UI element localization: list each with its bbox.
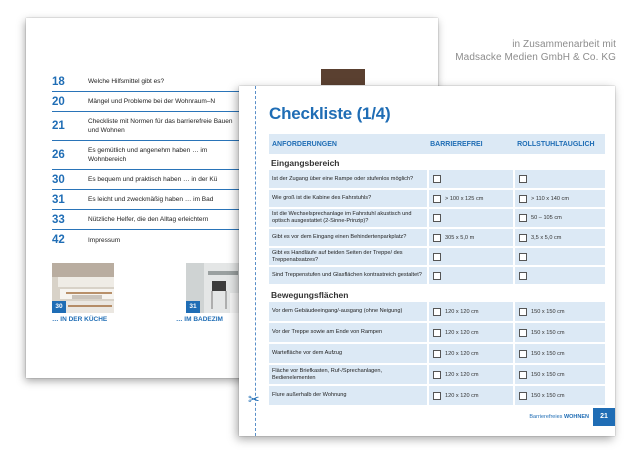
toc-item-number: 33 [52, 213, 65, 226]
toc-item-text: Es leicht und zweckmäßig haben … im Bad [88, 196, 214, 203]
checkbox[interactable] [433, 329, 441, 337]
credit-line-2: Madsacke Medien GmbH & Co. KG [455, 52, 616, 63]
table-row [269, 248, 605, 265]
cut-line [255, 86, 256, 436]
cell-value: 305 x 5,0 m [445, 234, 475, 241]
checkbox[interactable] [433, 350, 441, 358]
toc-item-text: Welche Hilfsmittel gibt es? [88, 78, 165, 85]
requirement-cell: Flure außerhalb der Wohnung [269, 386, 427, 405]
thumbnail-page-number: 30 [52, 301, 66, 313]
toc-item-number: 42 [52, 234, 65, 246]
checkbox[interactable] [433, 371, 441, 379]
table-row [269, 209, 605, 227]
checkbox[interactable] [433, 175, 441, 183]
footer-label-bold: WOHNEN [563, 414, 589, 420]
table-row [269, 267, 605, 284]
cell-value: 120 x 120 cm [445, 371, 479, 378]
rollstuhl-cell [515, 344, 605, 363]
toc-item-text: Es gemütlich und angenehm haben … im Wohnbereich [88, 147, 208, 163]
table-row [269, 190, 605, 207]
barrierefrei-cell [429, 209, 513, 227]
rollstuhl-cell [515, 267, 605, 284]
requirement-cell: Gibt es vor dem Eingang einen Behindertenparkplatz? [269, 229, 427, 246]
toc-item-text: Checkliste mit Normen für das barrierefreie Bauen und Wohnen [88, 118, 233, 134]
page-title: Checkliste (1/4) [269, 104, 391, 123]
barrierefrei-cell [429, 267, 513, 284]
table-row [269, 365, 605, 384]
table-row [269, 344, 605, 363]
barrierefrei-cell [429, 248, 513, 265]
thumbnail-caption: … IM BADEZIM [176, 316, 223, 323]
cell-value: 120 x 120 cm [445, 329, 479, 336]
section-title: Bewegungsflächen [271, 290, 349, 300]
barrierefrei-cell [429, 229, 513, 246]
cell-value: 150 x 150 cm [531, 392, 565, 399]
thumbnail-page-number: 31 [186, 301, 200, 313]
checkbox[interactable] [519, 214, 527, 222]
cell-value: 120 x 120 cm [445, 350, 479, 357]
requirement-cell: Ist der Zugang über eine Rampe oder stufenlos möglich? [269, 170, 427, 188]
rollstuhl-cell [515, 386, 605, 405]
checkbox[interactable] [433, 392, 441, 400]
requirement-cell: Vor dem Gebäudeeingang/-ausgang (ohne Neigung) [269, 302, 427, 321]
toc-item-text: Nützliche Helfer, die den Alltag erleichtern [88, 216, 209, 223]
checkbox[interactable] [433, 214, 441, 222]
cell-value: > 110 x 140 cm [531, 195, 569, 202]
checkbox[interactable] [519, 371, 527, 379]
barrierefrei-cell [429, 386, 513, 405]
rollstuhl-cell [515, 229, 605, 246]
page-footer [529, 408, 615, 426]
page-number: 21 [593, 408, 615, 426]
table-row [269, 323, 605, 342]
table-row [269, 229, 605, 246]
checkbox[interactable] [519, 253, 527, 261]
cell-value: 120 x 120 cm [445, 308, 479, 315]
checkbox[interactable] [519, 272, 527, 280]
cell-value: 150 x 150 cm [531, 308, 565, 315]
table-row [269, 386, 605, 405]
section-title: Eingangsbereich [271, 158, 340, 168]
front-page-checklist [239, 86, 615, 436]
cell-value: 50 – 105 cm [531, 215, 562, 221]
thumbnail-caption: … IN DER KÜCHE [52, 316, 108, 323]
toc-item-text: Mängel und Probleme bei der Wohnraum–N [88, 98, 216, 105]
table-row [269, 170, 605, 188]
checkbox[interactable] [519, 308, 527, 316]
rollstuhl-cell [515, 302, 605, 321]
rollstuhl-cell [515, 248, 605, 265]
scissors-icon: ✂ [248, 391, 260, 407]
checkbox[interactable] [433, 272, 441, 280]
checkbox[interactable] [433, 253, 441, 261]
cell-value: 120 x 120 cm [445, 392, 479, 399]
checkbox[interactable] [519, 392, 527, 400]
barrierefrei-cell [429, 344, 513, 363]
kitchen-thumbnail [52, 263, 114, 313]
rollstuhl-cell [515, 190, 605, 207]
cell-value: 150 x 150 cm [531, 329, 565, 336]
requirement-cell: Ist die Wechselsprechanlage im Fahrstuhl akustisch und optisch ausgestattet (2-Sinne-Prinzip)? [269, 209, 427, 227]
cell-value: 150 x 150 cm [531, 371, 565, 378]
rollstuhl-cell [515, 323, 605, 342]
rollstuhl-cell [515, 209, 605, 227]
publisher-credit [455, 38, 616, 64]
requirement-cell: Sind Treppenstufen und Glasflächen kontrastreich gestaltet? [269, 267, 427, 284]
barrierefrei-cell [429, 302, 513, 321]
table-header [269, 134, 605, 154]
checkbox[interactable] [433, 234, 441, 242]
requirement-cell: Wie groß ist die Kabine des Fahrstuhls? [269, 190, 427, 207]
toc-item-number: 18 [52, 75, 65, 88]
table-row [269, 302, 605, 321]
barrierefrei-cell [429, 323, 513, 342]
barrierefrei-cell [429, 365, 513, 384]
cell-value: 150 x 150 cm [531, 350, 565, 357]
toc-item-text: Es bequem und praktisch haben … in der Kü [88, 176, 218, 183]
rollstuhl-cell [515, 170, 605, 188]
checkbox[interactable] [433, 195, 441, 203]
credit-line-1: in Zusammenarbeit mit [512, 39, 616, 50]
toc-item-number: 26 [52, 149, 65, 161]
barrierefrei-cell [429, 190, 513, 207]
barrierefrei-cell [429, 170, 513, 188]
requirement-cell: Vor der Treppe sowie am Ende von Rampen [269, 323, 427, 342]
checkbox[interactable] [519, 195, 527, 203]
column-header: BARRIEREFREI [430, 140, 483, 148]
toc-item-number: 20 [52, 95, 65, 108]
toc-item-number: 30 [52, 173, 65, 186]
checkbox[interactable] [433, 308, 441, 316]
footer-label-plain: Barrierefreies [529, 414, 563, 420]
requirement-cell: Fläche vor Briefkasten, Ruf-/Sprechanlagen, Bedienelementen [269, 365, 427, 384]
column-header: ANFORDERUNGEN [272, 140, 337, 148]
column-header: ROLLSTUHLTAUGLICH [517, 140, 595, 148]
requirement-cell: Gibt es Handläufe auf beiden Seiten der Treppe/ des Treppenabsatzes? [269, 248, 427, 265]
cell-value: 3,5 x 5,0 cm [531, 234, 562, 241]
checkbox[interactable] [519, 234, 527, 242]
checkbox[interactable] [519, 175, 527, 183]
rollstuhl-cell [515, 365, 605, 384]
toc-item-text: Impressum [88, 236, 121, 244]
toc-item-number: 21 [52, 120, 65, 132]
checklist-table [269, 134, 605, 407]
requirement-cell: Wartefläche vor dem Aufzug [269, 344, 427, 363]
footer-label [529, 414, 589, 420]
cell-value: > 100 x 125 cm [445, 195, 484, 202]
toc-item-number: 31 [52, 193, 65, 206]
checkbox[interactable] [519, 350, 527, 358]
checkbox[interactable] [519, 329, 527, 337]
